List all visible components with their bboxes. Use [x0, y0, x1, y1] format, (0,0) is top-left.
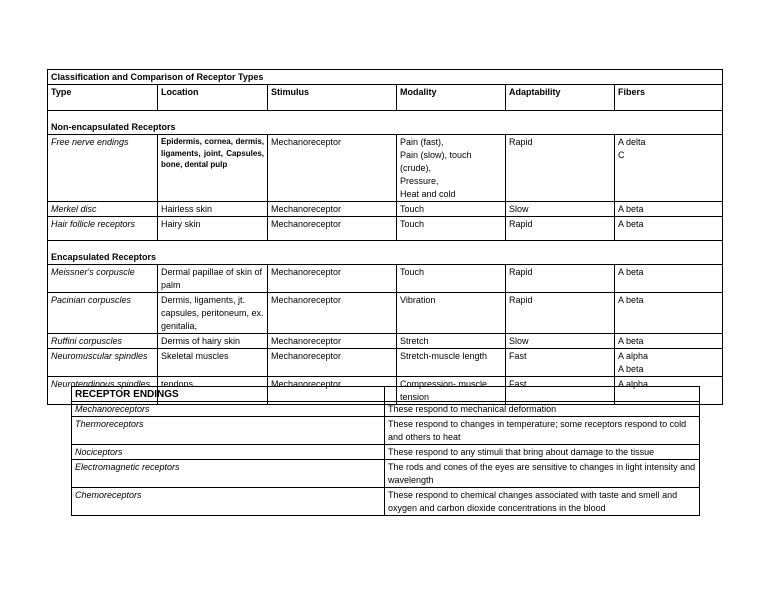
cell-modality	[397, 135, 506, 202]
cell-adaptability: Fast	[506, 349, 615, 377]
fiber-line: A beta	[618, 204, 644, 214]
header-adaptability: Adaptability	[506, 85, 615, 111]
receptor-description: These respond to changes in temperature; some receptors respond to cold and others to heat	[385, 417, 700, 445]
fiber-line: A alpha	[618, 351, 649, 361]
cell-fibers	[615, 135, 723, 202]
cell-stimulus: Mechanoreceptor	[268, 293, 397, 334]
modality-line: Vibration	[400, 295, 436, 305]
cell-type: Neurotendinous spindles	[48, 377, 158, 405]
table-row	[48, 135, 723, 202]
fiber-line: A delta	[618, 137, 646, 147]
cell-modality	[397, 334, 506, 349]
cell-location: Hairless skin	[158, 202, 268, 217]
receptor-name: Electromagnetic receptors	[72, 460, 385, 488]
receptor-endings-title: RECEPTOR ENDINGS	[72, 387, 385, 402]
receptor-description: These respond to mechanical deformation	[385, 402, 700, 417]
section-title: Encapsulated Receptors	[48, 241, 723, 265]
receptor-name: Mechanoreceptors	[72, 402, 385, 417]
table-row	[72, 460, 700, 488]
modality-line: Stretch-muscle length	[400, 351, 488, 361]
receptor-name: Chemoreceptors	[72, 488, 385, 516]
modality-line: Pain (slow), touch (crude),	[400, 150, 472, 173]
header-location: Location	[158, 85, 268, 111]
cell-modality	[397, 349, 506, 377]
table-row	[48, 265, 723, 293]
receptor-name: Nociceptors	[72, 445, 385, 460]
modality-line: Stretch	[400, 336, 429, 346]
receptor-endings-table	[71, 386, 700, 516]
receptor-description: The rods and cones of the eyes are sensitive to changes in light intensity and wavelength	[385, 460, 700, 488]
cell-adaptability: Slow	[506, 334, 615, 349]
table-row	[48, 293, 723, 334]
modality-line: Heat and cold	[400, 189, 456, 199]
modality-line: Touch	[400, 219, 425, 229]
cell-stimulus: Mechanoreceptor	[268, 334, 397, 349]
table-row	[72, 402, 700, 417]
cell-type: Pacinian corpuscles	[48, 293, 158, 334]
cell-type: Meissner's corpuscle	[48, 265, 158, 293]
cell-adaptability: Rapid	[506, 135, 615, 202]
table-row	[48, 202, 723, 217]
cell-type: Merkel disc	[48, 202, 158, 217]
fiber-line: A beta	[618, 295, 644, 305]
cell-fibers	[615, 349, 723, 377]
cell-type: Free nerve endings	[48, 135, 158, 202]
header-stimulus: Stimulus	[268, 85, 397, 111]
section-row	[48, 241, 723, 265]
modality-line: Touch	[400, 267, 425, 277]
cell-adaptability: Slow	[506, 202, 615, 217]
receptor-name: Thermoreceptors	[72, 417, 385, 445]
modality-line: Touch	[400, 204, 425, 214]
header-fibers: Fibers	[615, 85, 723, 111]
section-title: Non-encapsulated Receptors	[48, 111, 723, 135]
fiber-line: A beta	[618, 336, 644, 346]
cell-stimulus: Mechanoreceptor	[268, 202, 397, 217]
cell-fibers	[615, 265, 723, 293]
cell-modality	[397, 202, 506, 217]
cell-type: Hair follicle receptors	[48, 217, 158, 241]
table-row	[72, 445, 700, 460]
header-type: Type	[48, 85, 158, 111]
cell-adaptability: Rapid	[506, 265, 615, 293]
table-row	[48, 349, 723, 377]
cell-fibers	[615, 217, 723, 241]
modality-line: Compression- muscle tension	[400, 379, 488, 402]
fiber-line: A beta	[618, 267, 644, 277]
cell-adaptability: Rapid	[506, 293, 615, 334]
cell-fibers	[615, 202, 723, 217]
cell-adaptability: Fast	[506, 377, 615, 405]
header-modality: Modality	[397, 85, 506, 111]
cell-stimulus: Mechanoreceptor	[268, 217, 397, 241]
modality-line: Pain (fast),	[400, 137, 444, 147]
cell-location: Dermis, ligaments, jt. capsules, peritoneum, ex. genitalia,	[158, 293, 268, 334]
cell-fibers	[615, 293, 723, 334]
cell-stimulus: Mechanoreceptor	[268, 265, 397, 293]
table-row	[72, 417, 700, 445]
table-caption: Classification and Comparison of Receptor Types	[48, 70, 723, 85]
receptor-description: These respond to chemical changes associated with taste and smell and oxygen and carbon dioxide concentrations in the blood	[385, 488, 700, 516]
empty-header-cell	[385, 387, 700, 402]
cell-location: Skeletal muscles	[158, 349, 268, 377]
cell-location: Dermis of hairy skin	[158, 334, 268, 349]
cell-adaptability: Rapid	[506, 217, 615, 241]
fiber-line: A beta	[618, 364, 644, 374]
table-row	[48, 217, 723, 241]
cell-type: Ruffini corpuscles	[48, 334, 158, 349]
section-row	[48, 111, 723, 135]
cell-fibers	[615, 334, 723, 349]
cell-stimulus: Mechanoreceptor	[268, 349, 397, 377]
cell-type: Neuromuscular spindles	[48, 349, 158, 377]
cell-modality	[397, 217, 506, 241]
cell-modality	[397, 265, 506, 293]
table-row	[72, 488, 700, 516]
modality-line: Pressure,	[400, 176, 439, 186]
cell-location: Hairy skin	[158, 217, 268, 241]
receptor-description: These respond to any stimuli that bring about damage to the tissue	[385, 445, 700, 460]
cell-stimulus: Mechanoreceptor	[268, 377, 397, 405]
cell-modality	[397, 293, 506, 334]
cell-location: Epidermis, cornea, dermis, ligaments, joint, Capsules, bone, dental pulp	[158, 135, 268, 202]
fiber-line: A alpha	[618, 379, 649, 389]
table-header-row	[48, 85, 723, 111]
receptor-classification-table	[47, 69, 723, 405]
cell-stimulus: Mechanoreceptor	[268, 135, 397, 202]
cell-location: tendons	[158, 377, 268, 405]
fiber-line: A beta	[618, 219, 644, 229]
cell-location: Dermal papillae of skin of palm	[158, 265, 268, 293]
fiber-line: C	[618, 150, 625, 160]
table-row	[48, 334, 723, 349]
